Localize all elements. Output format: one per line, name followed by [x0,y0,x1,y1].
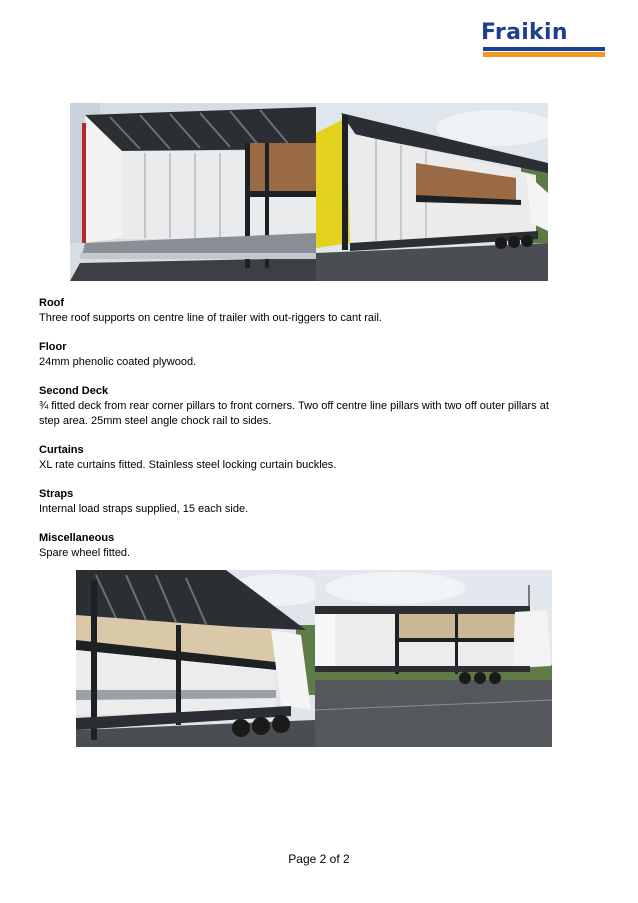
spec-straps [39,487,569,517]
spec-roof [39,296,569,326]
spec-text: 24mm phenolic coated plywood. [39,356,197,368]
fraikin-logo [481,20,605,58]
spec-text: Three roof supports on centre line of trailer with out-riggers to cant rail. [39,312,382,324]
logo-blue-stripe [483,47,605,51]
spec-heading: Roof [39,297,65,309]
spec-second-deck [39,384,569,429]
spec-heading: Floor [39,341,67,353]
page-number: Page 2 of 2 [288,852,350,866]
spec-heading: Curtains [39,444,84,456]
spec-miscellaneous [39,531,569,561]
photo-trailer-second-deck [76,570,315,747]
logo-orange-stripe [483,52,605,57]
photo-trailer-interior [70,103,316,281]
spec-heading: Second Deck [39,385,109,397]
spec-text: XL rate curtains fitted. Stainless steel locking curtain buckles. [39,459,337,471]
photo-trailer-side-yellow [316,103,548,281]
spec-curtains [39,443,569,473]
spec-list [39,296,569,575]
photo-trailer-full-side [315,570,552,747]
spec-text: Internal load straps supplied, 15 each side. [39,503,249,515]
spec-floor [39,340,569,370]
spec-heading: Miscellaneous [39,532,115,544]
logo-wordmark: Fraikin [481,20,568,45]
spec-heading: Straps [39,488,74,500]
spec-text: Spare wheel fitted. [39,547,131,559]
spec-text: ¾ fitted deck from rear corner pillars to front corners. Two off centre line pillars with two off outer pillars at step area. 25mm steel angle chock rail to sides. [39,400,549,427]
